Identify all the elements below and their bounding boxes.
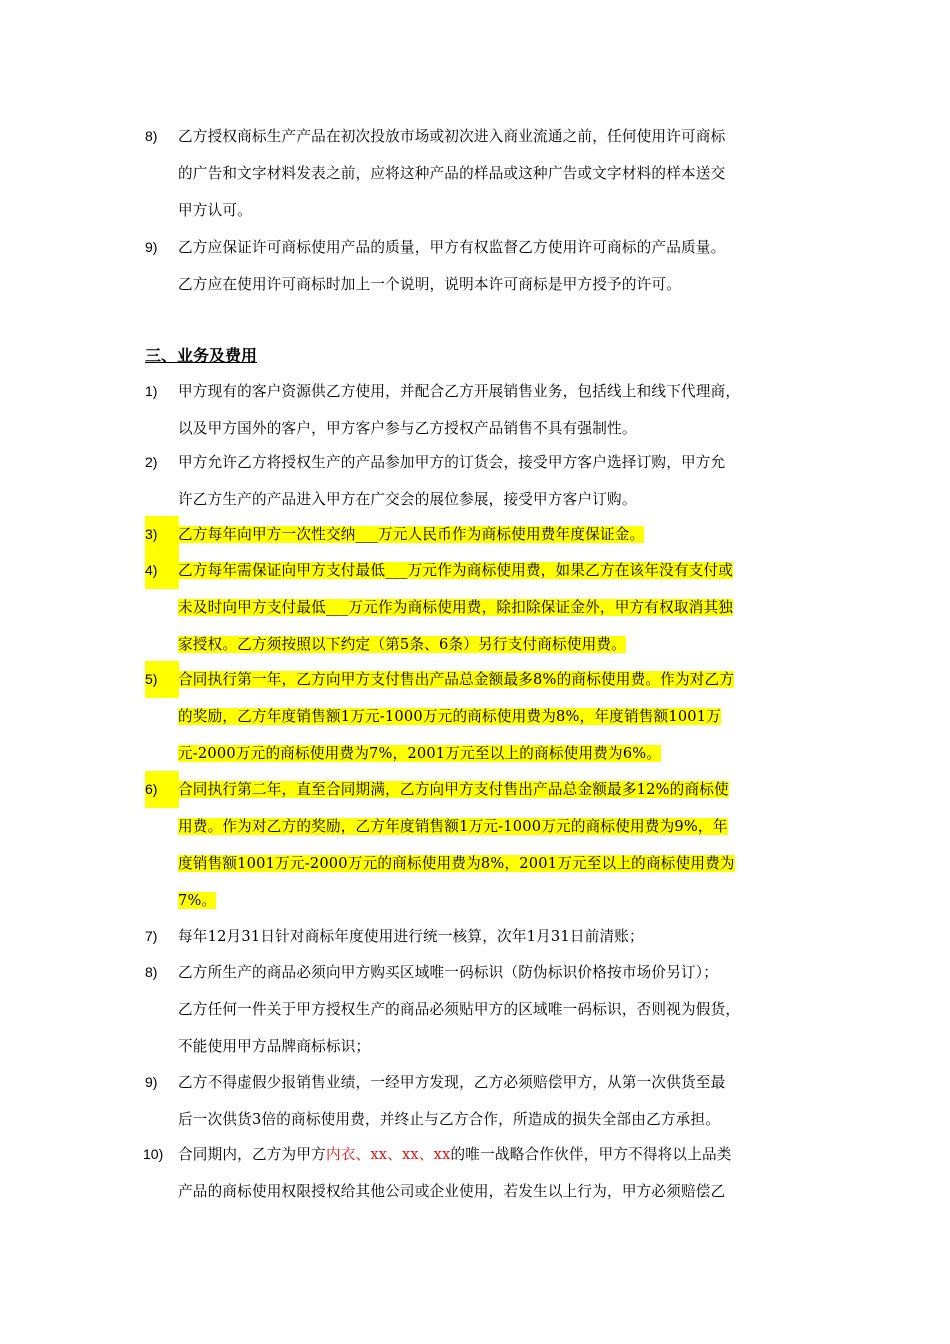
text-line: 甲方认可。: [178, 202, 252, 219]
text-line: 乙方应保证许可商标使用产品的质量，甲方有权监督乙方使用许可商标的产品质量。: [178, 239, 726, 256]
highlighted-text: 用费。作为对乙方的奖励，乙方年度销售额1万元-1000万元的商标使用费为9%，年: [178, 818, 728, 835]
item-number: 2): [145, 454, 158, 470]
item-text: [178, 918, 823, 955]
item-text: [178, 444, 823, 518]
text-line: 产品的商标使用权限授权给其他公司或企业使用，若发生以上行为，甲方必须赔偿乙: [178, 1183, 726, 1200]
red-text-segment: 内衣、xx、xx、xx: [325, 1146, 451, 1163]
item-number: 4): [145, 552, 179, 589]
text-line: 乙方授权商标生产产品在初次投放市场或初次进入商业流通之前，任何使用许可商标: [178, 128, 726, 145]
highlighted-text: 度销售额1001万元-2000万元的商标使用费为8%，2001万元至以上的商标使用费为: [178, 855, 735, 872]
item-text: [178, 771, 823, 919]
item-text: [178, 1064, 823, 1138]
highlighted-text: 乙方每年需保证向甲方支付最低___万元作为商标使用费，如果乙方在该年没有支付或: [178, 562, 734, 579]
text-segment: 的唯一战略合作伙伴，甲方不得将以上品类: [450, 1146, 732, 1163]
text-line: 许乙方生产的产品进入甲方在广交会的展位参展，接受甲方客户订购。: [178, 491, 637, 508]
item-number: 8): [145, 128, 158, 144]
highlighted-text: 元-2000万元的商标使用费为7%，2001万元至以上的商标使用费为6%。: [178, 745, 662, 762]
item-text: [178, 373, 823, 447]
item-text: [178, 1136, 823, 1210]
text-line: 以及甲方国外的客户，甲方客户参与乙方授权产品销售不具有强制性。: [178, 420, 637, 437]
highlighted-text: 未及时向甲方支付最低___万元作为商标使用费，除扣除保证金外，甲方有权取消其独: [178, 599, 734, 616]
item-text: [178, 516, 823, 553]
highlighted-text: 的奖励，乙方年度销售额1万元-1000万元的商标使用费为8%，年度销售额1001万: [178, 708, 722, 725]
text-line: 乙方不得虚假少报销售业绩，一经甲方发现，乙方必须赔偿甲方，从第一次供货至最: [178, 1074, 726, 1091]
text-line: 乙方应在使用许可商标时加上一个说明，说明本许可商标是甲方授予的许可。: [178, 276, 681, 293]
item-number: 9): [145, 239, 158, 255]
item-text: [178, 229, 823, 303]
item-number: 10): [143, 1146, 164, 1162]
item-number: 7): [145, 928, 158, 944]
item-number: 5): [145, 661, 179, 698]
text-line: 甲方现有的客户资源供乙方使用，并配合乙方开展销售业务，包括线上和线下代理商，: [178, 383, 741, 400]
text-line: 不能使用甲方品牌商标标识；: [178, 1038, 371, 1055]
item-text: [178, 954, 823, 1065]
item-number: 6): [145, 771, 179, 808]
item-number: 8): [145, 964, 158, 980]
text-line: [178, 1136, 823, 1173]
item-text: [178, 118, 823, 229]
item-number: 1): [145, 383, 158, 399]
text-line: 后一次供货3倍的商标使用费，并终止与乙方合作，所造成的损失全部由乙方承担。: [178, 1111, 721, 1128]
highlighted-text: 合同执行第二年，直至合同期满，乙方向甲方支付售出产品总金额最多12%的商标使: [178, 781, 729, 798]
text-line: 每年12月31日针对商标年度使用进行统一核算，次年1月31日前清账；: [178, 928, 644, 945]
highlighted-text: 7%。: [178, 892, 217, 909]
item-number: 9): [145, 1074, 158, 1090]
highlighted-text: 合同执行第一年，乙方向甲方支付售出产品总金额最多8%的商标使用费。作为对乙方: [178, 671, 735, 688]
item-number: 3): [145, 516, 179, 553]
highlighted-text: 家授权。乙方须按照以下约定（第5条、6条）另行支付商标使用费。: [178, 636, 626, 653]
item-text: [178, 552, 823, 663]
text-line: 乙方任何一件关于甲方授权生产的商品必须贴甲方的区域唯一码标识，否则视为假货，: [178, 1001, 741, 1018]
item-text: [178, 661, 823, 772]
text-line: 的广告和文字材料发表之前，应将这种产品的样品或这种广告或文字材料的样本送交: [178, 165, 726, 182]
text-line: 乙方所生产的商品必须向甲方购买区域唯一码标识（防伪标识价格按市场价另订）；: [178, 964, 719, 981]
section-heading: 三、业务及费用: [145, 346, 258, 365]
text-segment: 合同期内，乙方为甲方: [178, 1146, 326, 1163]
highlighted-text: 乙方每年向甲方一次性交纳___万元人民币作为商标使用费年度保证金。: [178, 526, 645, 543]
text-line: 甲方允许乙方将授权生产的产品参加甲方的订货会，接受甲方客户选择订购，甲方允: [178, 454, 726, 471]
